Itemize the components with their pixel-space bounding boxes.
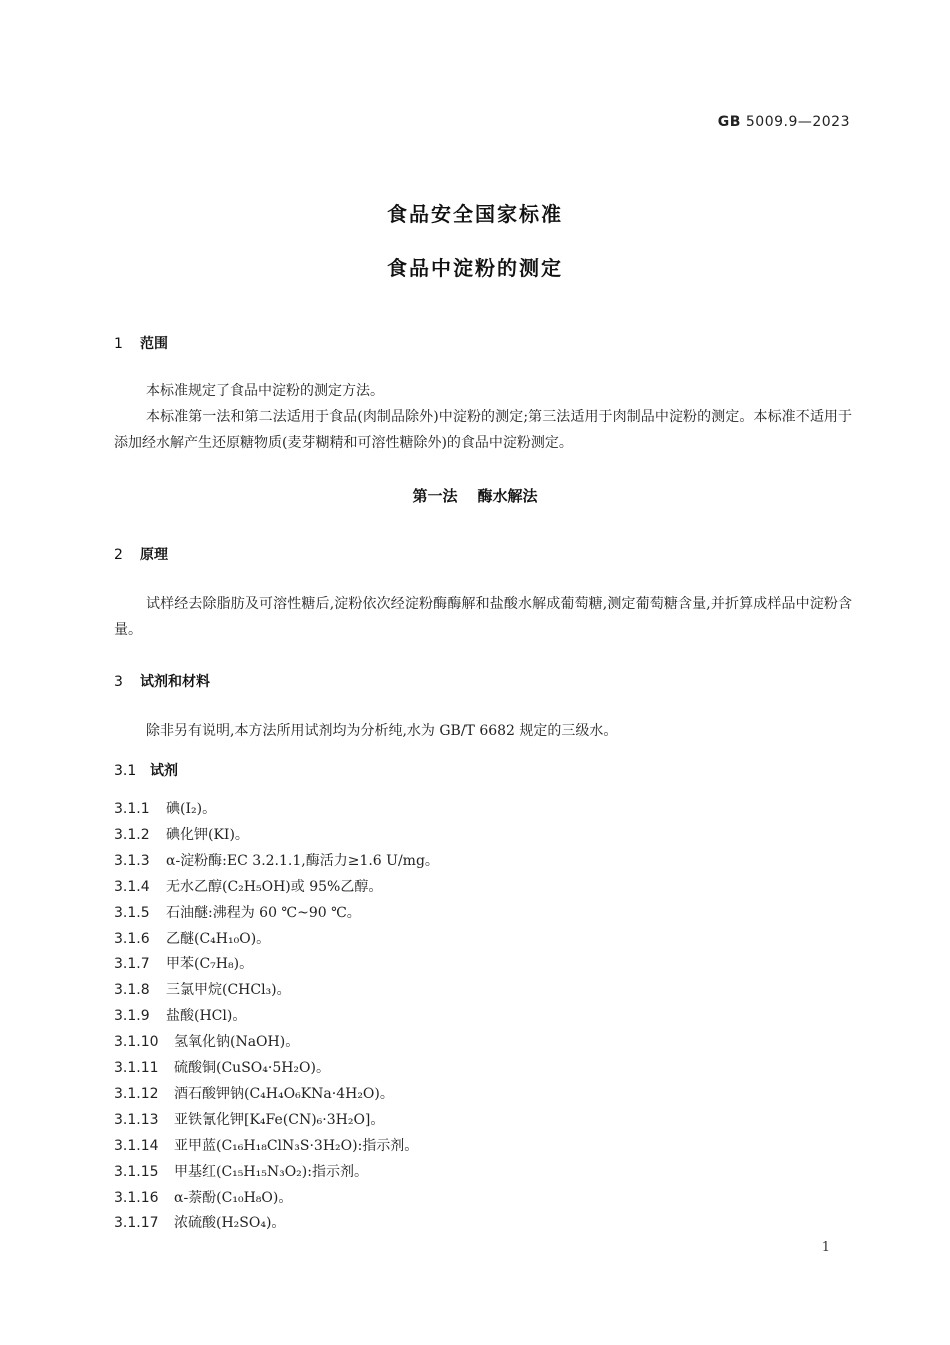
method-heading <box>0 485 950 506</box>
standard-code: 5009.9—2023 <box>745 114 850 130</box>
paragraph-reagents-intro: 除非另有说明,本方法所用试剂均为分析纯,水为 GB/T 6682 规定的三级水。 <box>146 723 618 739</box>
reagent-item <box>114 798 216 818</box>
section-heading-scope <box>114 333 168 353</box>
reagent-number: 3.1.3 <box>114 853 150 869</box>
reagent-text: 亚铁氰化钾[K₄Fe(CN)₆·3H₂O]。 <box>174 1112 385 1128</box>
reagent-number: 3.1.2 <box>114 827 150 843</box>
section-title: 原理 <box>140 547 168 563</box>
standard-number <box>718 114 850 130</box>
reagent-number: 3.1.13 <box>114 1112 159 1128</box>
reagent-text: 浓硫酸(H₂SO₄)。 <box>174 1215 286 1231</box>
section-number: 2 <box>114 547 123 563</box>
method-label: 第一法 <box>412 487 458 505</box>
section-number: 1 <box>114 336 123 352</box>
section-title: 范围 <box>140 336 168 352</box>
reagent-text: 甲苯(C₇H₈)。 <box>166 956 254 972</box>
reagent-item <box>114 928 270 948</box>
reagent-item <box>114 876 382 896</box>
reagent-number: 3.1.7 <box>114 956 150 972</box>
method-name: 酶水解法 <box>477 487 538 505</box>
reagent-number: 3.1.14 <box>114 1138 159 1154</box>
reagent-number: 3.1.11 <box>114 1060 159 1076</box>
reagent-text: 乙醚(C₄H₁₀O)。 <box>166 931 271 947</box>
reagent-text: 酒石酸钾钠(C₄H₄O₆KNa·4H₂O)。 <box>174 1086 394 1102</box>
reagent-item <box>114 1212 285 1232</box>
section-number: 3 <box>114 674 123 690</box>
document-title: 食品安全国家标准 <box>387 202 563 226</box>
reagent-number: 3.1.12 <box>114 1086 159 1102</box>
reagent-text: 三氯甲烷(CHCl₃)。 <box>166 982 291 998</box>
reagent-item <box>114 850 439 870</box>
reagent-text: 亚甲蓝(C₁₆H₁₈ClN₃S·3H₂O):指示剂。 <box>174 1138 419 1154</box>
reagent-text: α-萘酚(C₁₀H₈O)。 <box>174 1190 293 1206</box>
reagent-item <box>114 953 253 973</box>
reagent-number: 3.1.10 <box>114 1034 159 1050</box>
reagent-number: 3.1.8 <box>114 982 150 998</box>
reagent-text: 无水乙醇(C₂H₅OH)或 95%乙醇。 <box>166 879 383 895</box>
section-heading-principle <box>114 544 168 564</box>
reagent-item <box>114 1031 299 1051</box>
reagent-number: 3.1.9 <box>114 1008 150 1024</box>
reagent-number: 3.1.4 <box>114 879 150 895</box>
reagent-number: 3.1.1 <box>114 801 150 817</box>
reagent-item <box>114 902 361 922</box>
reagent-text: 碘(I₂)。 <box>166 801 217 817</box>
reagent-item <box>114 1057 330 1077</box>
page-number: 1 <box>821 1240 830 1255</box>
reagent-text: 氢氧化钠(NaOH)。 <box>174 1034 300 1050</box>
reagent-item <box>114 1161 368 1181</box>
reagent-item <box>114 1083 394 1103</box>
reagent-item <box>114 1109 384 1129</box>
reagent-number: 3.1.5 <box>114 905 150 921</box>
section-number: 3.1 <box>114 763 137 779</box>
reagent-item <box>114 979 291 999</box>
reagent-text: 石油醚:沸程为 60 ℃~90 ℃。 <box>166 905 361 921</box>
section-title: 试剂和材料 <box>140 674 210 690</box>
reagent-text: 碘化钾(KI)。 <box>166 827 249 843</box>
reagent-item <box>114 1005 246 1025</box>
reagent-number: 3.1.16 <box>114 1190 159 1206</box>
reagent-text: α-淀粉酶:EC 3.2.1.1,酶活力≥1.6 U/mg。 <box>166 853 439 869</box>
reagent-text: 甲基红(C₁₅H₁₅N₃O₂):指示剂。 <box>174 1164 368 1180</box>
reagent-item <box>114 1187 292 1207</box>
reagent-number: 3.1.6 <box>114 931 150 947</box>
section-heading-reagents <box>114 760 178 780</box>
reagent-number: 3.1.17 <box>114 1215 159 1231</box>
reagent-item <box>114 1135 418 1155</box>
reagent-number: 3.1.15 <box>114 1164 159 1180</box>
paragraph-principle: 试样经去除脂肪及可溶性糖后,淀粉依次经淀粉酶酶解和盐酸水解成葡萄糖,测定葡萄糖含量,并折算成样品中淀粉含量。 <box>114 596 852 638</box>
section-title: 试剂 <box>150 763 178 779</box>
reagent-text: 硫酸铜(CuSO₄·5H₂O)。 <box>174 1060 330 1076</box>
document-subtitle: 食品中淀粉的测定 <box>387 256 563 280</box>
standard-prefix: GB <box>717 114 741 130</box>
reagent-text: 盐酸(HCl)。 <box>166 1008 247 1024</box>
paragraph-scope-2: 本标准第一法和第二法适用于食品(肉制品除外)中淀粉的测定;第三法适用于肉制品中淀粉的测定。本标准不适用于添加经水解产生还原糖物质(麦芽糊精和可溶性糖除外)的食品中淀粉测定。 <box>114 409 852 451</box>
section-heading-reagents-materials <box>114 671 210 691</box>
reagent-item <box>114 824 249 844</box>
paragraph-scope-1: 本标准规定了食品中淀粉的测定方法。 <box>146 383 384 399</box>
